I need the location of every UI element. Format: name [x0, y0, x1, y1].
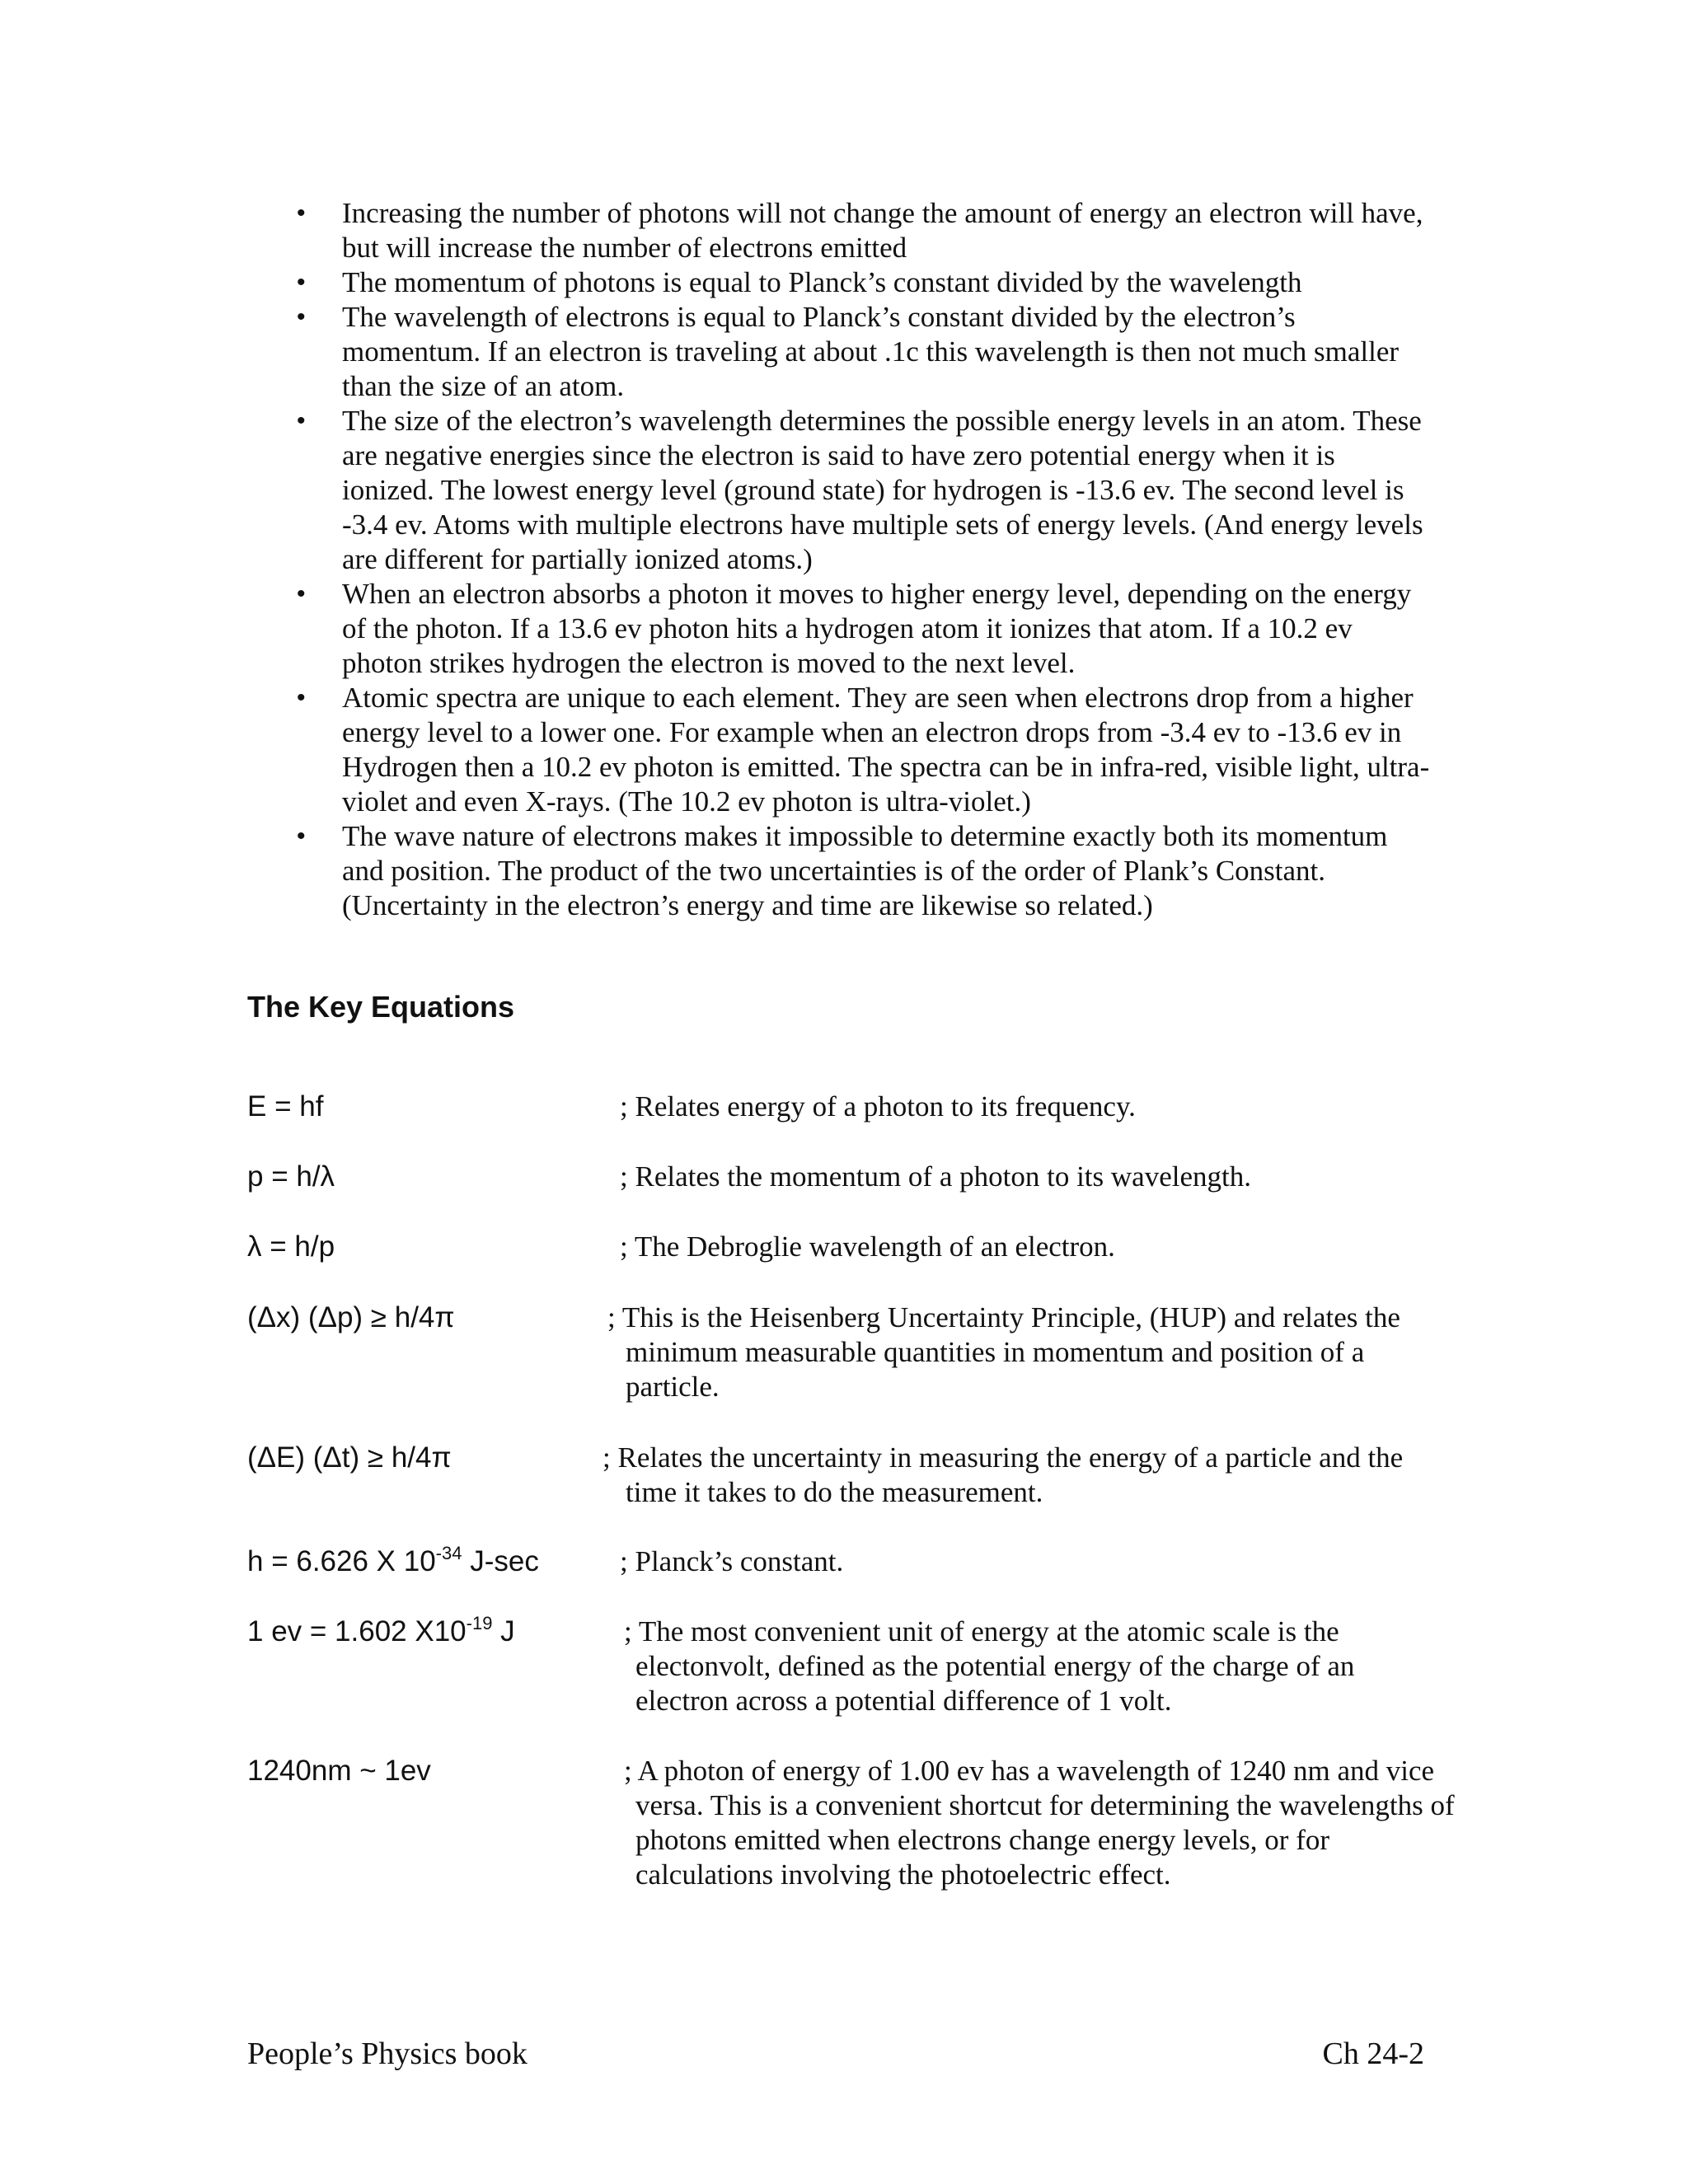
bullet-item [297, 265, 1434, 300]
equation-formula [247, 1544, 539, 1579]
equation-description: ; Planck’s constant. [620, 1545, 844, 1577]
formula-exponent: -34 [435, 1543, 462, 1563]
bullet-icon: • [297, 269, 306, 296]
equation-description: ; Relates the uncertainty in measuring the energy of a particle and the time it takes to do the measurement. [603, 1441, 1404, 1508]
bullet-icon: • [297, 684, 306, 711]
bullet-text: The momentum of photons is equal to Planck’s constant divided by the wavelength [342, 266, 1302, 298]
bullet-icon: • [297, 303, 306, 330]
bullet-text: Atomic spectra are unique to each element. They are seen when electrons drop from a higher energy level to a lower one. For example when an electron drops from -3.4 ev to -13.6 ev in Hydrogen then a 10.2 ev photon is emitted. The spectra can be in infra-red, visible light, ultra-violet and even X-rays. (The 10.2 ev photon is ultra-violet.) [342, 682, 1430, 818]
bullet-icon: • [297, 823, 306, 850]
bullet-item [297, 577, 1434, 681]
formula-unit: J [492, 1615, 515, 1647]
formula-exponent: -19 [466, 1613, 493, 1633]
section-title: The Key Equations [247, 990, 515, 1024]
bullet-icon: • [297, 199, 306, 227]
bullet-item [297, 196, 1434, 265]
equation-description: ; The most convenient unit of energy at the atomic scale is the electonvolt, defined as the potential energy of the charge of an electron across a potential difference of 1 volt. [624, 1615, 1355, 1717]
equation-formula: λ = h/p [247, 1230, 335, 1263]
bullet-list [297, 196, 1434, 923]
formula-base: h = 6.626 X 10 [247, 1545, 436, 1577]
bullet-item [297, 681, 1434, 819]
equation-formula: 1240nm ~ 1ev [247, 1755, 431, 1787]
bullet-item [297, 300, 1434, 404]
bullet-text: The wavelength of electrons is equal to Planck’s constant divided by the electron’s momentum. If an electron is traveling at about .1c this wavelength is then not much smaller than the size of an atom. [342, 301, 1400, 402]
equation-description: ; The Debroglie wavelength of an electron. [620, 1230, 1115, 1263]
equation-formula: p = h/λ [247, 1160, 335, 1193]
equation-formula: (Δx) (Δp) ≥ h/4π [247, 1301, 455, 1333]
footer-book-title: People’s Physics book [247, 2036, 528, 2071]
bullet-icon: • [297, 407, 306, 434]
formula-unit: J-sec [462, 1545, 539, 1577]
bullet-text: The wave nature of electrons makes it impossible to determine exactly both its momentum and position. The product of the two uncertainties is of the order of Plank’s Constant. (Uncertainty in the electron’s energy and time are likewise so related.) [342, 820, 1388, 921]
bullet-text: The size of the electron’s wavelength determines the possible energy levels in an atom. These are negative energies since the electron is said to have zero potential energy when it is ionized. The lowest energy level (ground state) for hydrogen is -13.6 ev. The second level is -3.4 ev. Atoms with multiple electrons have multiple sets of energy levels. (And energy levels are different for partially ionized atoms.) [342, 405, 1423, 575]
bullet-icon: • [297, 580, 306, 607]
footer-page-number: Ch 24-2 [1322, 2036, 1424, 2071]
formula-base: 1 ev = 1.602 X10 [247, 1615, 467, 1647]
bullet-text: When an electron absorbs a photon it moves to higher energy level, depending on the energy of the photon. If a 13.6 ev photon hits a hydrogen atom it ionizes that atom. If a 10.2 ev photon strikes hydrogen the electron is moved to the next level. [342, 578, 1412, 679]
equation-description: ; This is the Heisenberg Uncertainty Principle, (HUP) and relates the minimum measurable quantities in momentum and position of a particle. [607, 1301, 1400, 1403]
bullet-item [297, 404, 1434, 577]
equation-formula [247, 1615, 515, 1649]
equation-description: ; Relates energy of a photon to its frequency. [620, 1090, 1136, 1122]
equation-formula: E = hf [247, 1090, 324, 1122]
bullet-item [297, 819, 1434, 923]
equation-description: ; Relates the momentum of a photon to its wavelength. [620, 1160, 1251, 1193]
bullet-text: Increasing the number of photons will not change the amount of energy an electron will have, but will increase the number of electrons emitted [342, 197, 1423, 264]
equation-description: ; A photon of energy of 1.00 ev has a wavelength of 1240 nm and vice versa. This is a convenient shortcut for determining the wavelengths of photons emitted when electrons change energy levels, or for calculations involving the photoelectric effect. [624, 1755, 1455, 1891]
equation-formula: (ΔE) (Δt) ≥ h/4π [247, 1441, 452, 1474]
